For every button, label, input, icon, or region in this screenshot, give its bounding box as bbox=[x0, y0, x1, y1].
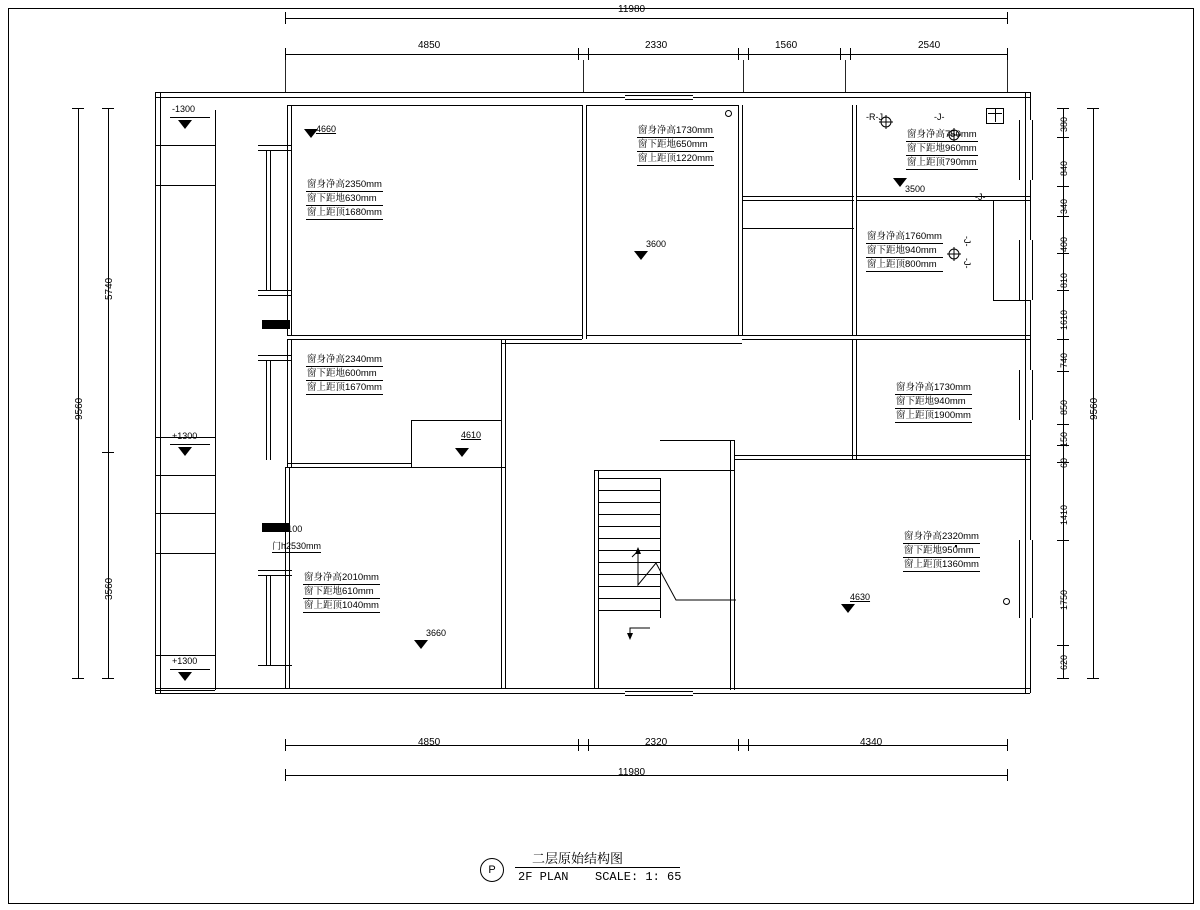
dim-line-top-chain bbox=[285, 54, 1008, 55]
dim-left-seg-1: 5740 bbox=[104, 277, 115, 300]
note-line: 窗身净高2340mm bbox=[307, 354, 382, 365]
note-line: 窗身净高1730mm bbox=[896, 382, 971, 393]
note-line: 窗上距顶1670mm bbox=[307, 382, 382, 393]
note-line: 窗上距顶1220mm bbox=[638, 153, 713, 164]
title-cn: 二层原始结构图 bbox=[532, 851, 624, 866]
dim-right-seg-9: 150 bbox=[1059, 431, 1069, 447]
wall-exterior-bottom bbox=[155, 688, 1030, 689]
note-line: 窗下距地630mm bbox=[306, 192, 383, 206]
dim-right-seg-1: 380 bbox=[1059, 116, 1069, 132]
dim-right-seg-3: 340 bbox=[1059, 198, 1069, 214]
window-left-bottom bbox=[266, 575, 267, 665]
note-line: 窗身净高1730mm bbox=[638, 125, 713, 136]
note-line: 窗上距顶1360mm bbox=[904, 559, 979, 570]
dim-right-seg-12: 1750 bbox=[1059, 589, 1069, 610]
note-line: 窗下距地960mm bbox=[907, 143, 977, 154]
title-scale: SCALE: 1: 65 bbox=[595, 870, 682, 884]
dim-top-seg-1: 4850 bbox=[418, 40, 441, 51]
wall-stub bbox=[262, 320, 290, 329]
note-left-bottom bbox=[303, 571, 380, 613]
window-right-upper bbox=[1019, 240, 1033, 300]
dim-bottom-seg-2: 2320 bbox=[645, 737, 668, 748]
dim-right-seg-6: 1610 bbox=[1059, 309, 1069, 330]
ceiling-marker-icon bbox=[455, 448, 469, 457]
electrical-symbol-icon bbox=[878, 114, 894, 130]
dim-bottom-overall: 11980 bbox=[618, 767, 646, 778]
dim-right-seg-10: 60 bbox=[1059, 457, 1069, 468]
dim-line-top-overall bbox=[285, 18, 1008, 19]
note-right-mid bbox=[895, 381, 972, 423]
ceiling-marker-icon bbox=[841, 604, 855, 613]
dim-tick bbox=[1007, 12, 1008, 24]
note-right-top bbox=[906, 128, 978, 170]
ceiling-marker-icon bbox=[414, 640, 428, 649]
note-line: 窗下距地650mm bbox=[637, 138, 714, 152]
note-line: 窗身净高2350mm bbox=[307, 179, 382, 190]
marker-label-rj: -R-J- bbox=[866, 112, 886, 122]
note-left-mid bbox=[306, 353, 383, 395]
note-line: 窗上距顶800mm bbox=[866, 258, 943, 272]
marker-label-j-3: -J- bbox=[962, 236, 972, 247]
level-label-3: +1300 bbox=[172, 656, 198, 666]
marker-label-j-2: -J- bbox=[975, 192, 986, 202]
wall-interior bbox=[287, 105, 288, 335]
wall-exterior-top bbox=[155, 92, 1030, 93]
note-line: 窗身净高2010mm bbox=[304, 572, 379, 583]
column-dot-icon bbox=[1003, 598, 1010, 605]
fixture-box bbox=[986, 108, 1004, 124]
dim-top-seg-2: 2330 bbox=[645, 40, 668, 51]
wall-exterior-left bbox=[155, 92, 156, 693]
wall-left-balcony-inner bbox=[215, 110, 216, 690]
note-line: 窗身净高1760mm bbox=[867, 231, 942, 242]
window-bottom-center bbox=[625, 688, 693, 696]
dim-line-left-outer bbox=[78, 108, 79, 678]
door-height-note: 门h2530mm bbox=[272, 541, 322, 551]
dim-tick bbox=[285, 12, 286, 24]
window-right-bottom bbox=[1019, 540, 1033, 618]
ceiling-marker-icon bbox=[634, 251, 648, 260]
ceiling-height-3: 3500 bbox=[905, 184, 926, 194]
window-left-mid bbox=[266, 360, 267, 460]
note-line: 窗上距顶1900mm bbox=[896, 410, 971, 421]
marker-label-j-1: -J- bbox=[934, 112, 945, 122]
column-dot-icon bbox=[725, 110, 732, 117]
note-line: 窗下距地950mm bbox=[903, 544, 980, 558]
window-left-top bbox=[266, 150, 267, 290]
note-line: 窗身净高750mm bbox=[907, 129, 977, 140]
ceiling-height-4: 4610 bbox=[461, 430, 482, 440]
dim-right-seg-2: 840 bbox=[1059, 160, 1069, 176]
title-marker: P bbox=[480, 858, 504, 882]
note-line: 窗上距顶1680mm bbox=[307, 207, 382, 218]
level-label-2: +1300 bbox=[172, 431, 198, 441]
dim-top-seg-4: 2540 bbox=[918, 40, 941, 51]
note-right-bottom bbox=[903, 530, 980, 572]
door-level-label: +100 bbox=[282, 524, 303, 534]
ceiling-height-2: 3600 bbox=[646, 239, 667, 249]
dim-right-seg-4: 400 bbox=[1059, 236, 1069, 252]
note-line: 窗下距地600mm bbox=[306, 367, 383, 381]
note-right-upper bbox=[866, 230, 943, 272]
note-line: 窗下距地610mm bbox=[303, 585, 380, 599]
dim-line-right-outer bbox=[1093, 108, 1094, 678]
note-left-top bbox=[306, 178, 383, 220]
level-label-1: -1300 bbox=[172, 104, 196, 114]
dim-top-seg-3: 1560 bbox=[775, 40, 798, 51]
stair-direction-arrow bbox=[596, 545, 746, 625]
dim-left-seg-2: 3560 bbox=[104, 577, 115, 600]
marker-label-j-4: -J- bbox=[962, 258, 972, 269]
level-marker-icon bbox=[178, 447, 192, 456]
dim-right-seg-8: 850 bbox=[1059, 399, 1069, 415]
dim-right-seg-7: 740 bbox=[1059, 352, 1069, 368]
ceiling-height-1: 4660 bbox=[316, 124, 337, 134]
dim-top-overall: 11980 bbox=[618, 4, 646, 15]
note-line: 窗上距顶1040mm bbox=[304, 600, 379, 611]
window-right-mid bbox=[1019, 370, 1033, 420]
dim-right-seg-5: 810 bbox=[1059, 272, 1069, 288]
ceiling-height-5: 3660 bbox=[426, 628, 447, 638]
dim-bottom-seg-1: 4850 bbox=[418, 737, 441, 748]
dim-right-outer: 9560 bbox=[1089, 397, 1100, 420]
electrical-symbol-icon bbox=[946, 127, 962, 143]
note-line: 窗上距顶790mm bbox=[907, 157, 977, 168]
stair-down-arrow bbox=[620, 624, 660, 644]
dim-line-bottom-overall bbox=[285, 775, 1008, 776]
dim-bottom-seg-3: 4340 bbox=[860, 737, 883, 748]
window-right-top bbox=[1019, 120, 1033, 180]
ceiling-height-6: 4630 bbox=[850, 592, 871, 602]
note-line: 窗身净高2320mm bbox=[904, 531, 979, 542]
electrical-symbol-icon bbox=[946, 246, 962, 262]
note-line: 窗下距地940mm bbox=[866, 244, 943, 258]
dim-left-outer: 9560 bbox=[74, 397, 85, 420]
dim-right-seg-13: 620 bbox=[1059, 654, 1069, 670]
sheet-border bbox=[8, 8, 1194, 904]
note-line: 窗下距地940mm bbox=[895, 395, 972, 409]
level-marker-icon bbox=[178, 120, 192, 129]
dim-right-seg-11: 1410 bbox=[1059, 504, 1069, 525]
level-marker-icon bbox=[178, 672, 192, 681]
note-center-top bbox=[637, 124, 714, 166]
window-top-center bbox=[625, 92, 693, 100]
title-en: 2F PLAN bbox=[518, 870, 569, 884]
